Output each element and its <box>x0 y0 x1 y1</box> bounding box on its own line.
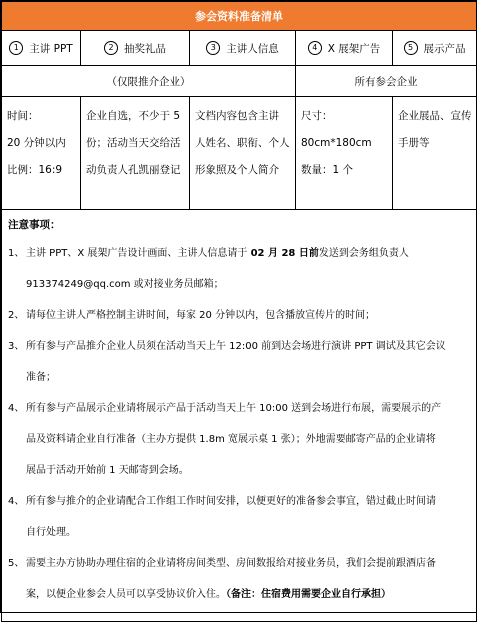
note-item: 1、 主讲 PPT、X 展架广告设计画面、主讲人信息请于 02 月 28 日前发送到会务组负责人 913374249@qq.com 或对接业务员邮箱； <box>8 248 409 290</box>
detail-gift: 企业自选，不少于 5 份；活动当天交给活 动负责人孔凯丽登记 <box>81 97 190 210</box>
col-header-gift: 2 抽奖礼品 <box>81 31 190 66</box>
number-1-icon: 1 <box>9 41 23 55</box>
number-3-icon: 3 <box>206 41 220 55</box>
detail-ppt: 时间： 20 分钟以内 比例：16:9 <box>2 97 81 210</box>
col-header-banner: 4 X 展架广告 <box>296 31 393 66</box>
notes-section <box>2 210 477 622</box>
col-header-speaker: 3 主讲人信息 <box>190 31 296 66</box>
detail-banner: 尺寸： 80cm*180cm 数量：1 个 <box>296 97 393 210</box>
checklist-table <box>1 1 477 622</box>
scope-all-attendees: 所有参会企业 <box>296 66 477 97</box>
col-header-ppt: 1 主讲 PPT <box>2 31 81 66</box>
note-item: 4、 所有参与推介的企业请配合工作组工作时间安排，以便更好的准备参会事宜，错过截止时间请 自行处理。 <box>8 496 436 538</box>
note-item: 5、 需要主办方协助办理住宿的企业请将房间类型、房间数报给对接业务员，我们会提前跟酒店备 案，以便企业参会人员可以享受协议价入住。（备注：住宿费用需要企业自行承担） <box>8 558 436 600</box>
note-item: 4、 所有参与产品展示企业请将展示产品于活动当天上午 10:00 送到会场进行布展，需要展示的产 品及资料请企业自行准备（主办方提供 1.8m 宽展示桌 1 张）；外地需要邮寄产品的企业请将 展品于活动开始前 1 天邮寄到会场。 <box>8 403 442 476</box>
note-item: 3、 所有参与产品推介企业人员须在活动当天上午 12:00 前到达会场进行演讲 PPT 调试及其它会议 准备； <box>8 341 446 383</box>
col-header-product: 5 展示产品 <box>393 31 477 66</box>
detail-product: 企业展品、宣传 手册等 <box>393 97 477 210</box>
detail-speaker: 文档内容包含主讲 人姓名、职衔、个人 形象照及个人简介 <box>190 97 296 210</box>
scope-recommend-only: （仅限推介企业） <box>2 66 296 97</box>
sheet-title: 参会资料准备清单 <box>2 2 477 31</box>
number-5-icon: 5 <box>404 41 418 55</box>
notes-title: 注意事项： <box>8 219 61 231</box>
note-item: 2、 请每位主讲人严格控制主讲时间，每家 20 分钟以内，包含播放宣传片的时间； <box>8 310 376 321</box>
number-4-icon: 4 <box>308 41 322 55</box>
number-2-icon: 2 <box>104 41 118 55</box>
